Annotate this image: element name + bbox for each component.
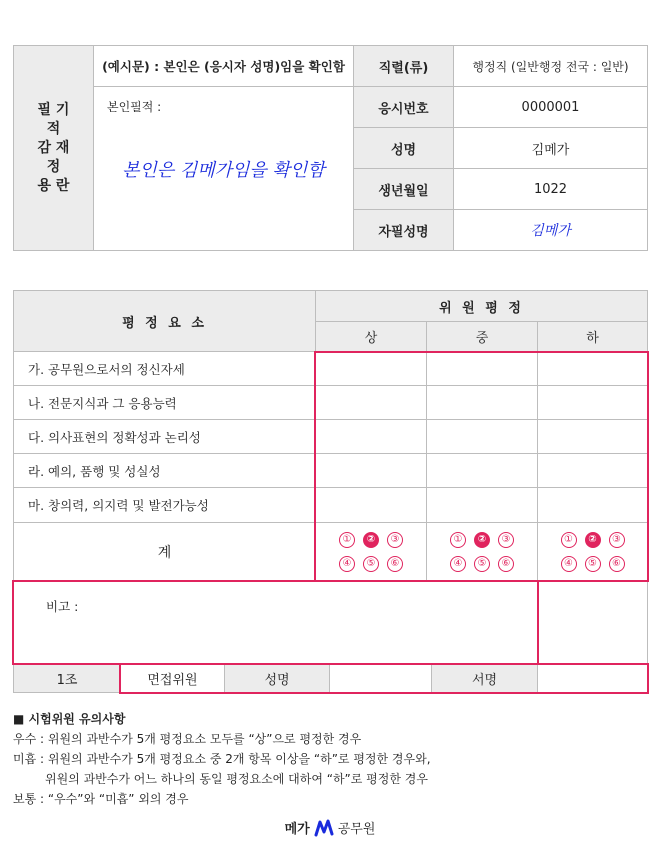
- brand-mark-icon: [314, 819, 334, 837]
- field-value-birth: 1022: [453, 168, 648, 210]
- eval-item: 라. 예의, 품행 및 성실성: [13, 453, 316, 488]
- eval-item: 다. 의사표현의 정확성과 논리성: [13, 419, 316, 454]
- field-label-exam-number: 응시번호: [353, 86, 454, 128]
- circle-2-selected[interactable]: ②: [585, 532, 601, 548]
- eval-item: 나. 전문지식과 그 응용능력: [13, 385, 316, 420]
- field-value-series: 행정직 (일반행정 전국 : 일반): [453, 45, 648, 87]
- footer-outline: [119, 663, 649, 694]
- circle-3[interactable]: ③: [609, 532, 625, 548]
- eval-item: 가. 공무원으로서의 정신자세: [13, 351, 316, 386]
- group-label: 1조: [13, 663, 121, 693]
- circle-4[interactable]: ④: [561, 556, 577, 572]
- handwriting-side-label: 필 기 적 감 재 정 용 란: [13, 45, 94, 251]
- sign-label: 서명: [431, 663, 538, 693]
- circle-6[interactable]: ⑥: [498, 556, 514, 572]
- field-label-name: 성명: [353, 127, 454, 169]
- circle-5[interactable]: ⑤: [585, 556, 601, 572]
- remark-label: 비고 :: [46, 599, 79, 614]
- note-line: 미흡 : 위원의 과반수가 5개 평정요소 중 2개 항목 이상을 “하”로 평정한 경우와,: [13, 752, 431, 766]
- remark-area-outline: [12, 580, 539, 665]
- eval-header-right: 위 원 평 정: [315, 290, 648, 322]
- grade-area-outline: [314, 351, 649, 582]
- circle-1[interactable]: ①: [339, 532, 355, 548]
- circle-6[interactable]: ⑥: [609, 556, 625, 572]
- circle-4[interactable]: ④: [339, 556, 355, 572]
- circle-6[interactable]: ⑥: [387, 556, 403, 572]
- eval-item: 마. 창의력, 의지력 및 발전가능성: [13, 487, 316, 523]
- remark-right-cell[interactable]: [537, 580, 648, 664]
- field-value-exam-number: 0000001: [453, 86, 648, 128]
- grade-header-low: 하: [537, 321, 648, 352]
- example-sentence: (예시문) : 본인은 (응시자 성명)임을 확인함: [93, 45, 354, 87]
- circle-1[interactable]: ①: [561, 532, 577, 548]
- field-value-name: 김메가: [453, 127, 648, 169]
- note-line: 우수 : 위원의 과반수가 5개 평정요소 모두를 “상”으로 평정한 경우: [13, 732, 362, 746]
- circle-5[interactable]: ⑤: [363, 556, 379, 572]
- name-label: 성명: [224, 663, 330, 693]
- handwriting-label: 본인필적 :: [107, 100, 162, 114]
- circle-2-selected[interactable]: ②: [474, 532, 490, 548]
- interviewer-label: 면접위원: [120, 663, 225, 693]
- eval-header-left: 평 정 요 소: [13, 290, 316, 352]
- circle-4[interactable]: ④: [450, 556, 466, 572]
- grade-header-high: 상: [315, 321, 427, 352]
- circle-2-selected[interactable]: ②: [363, 532, 379, 548]
- note-line: 보통 : “우수”와 “미흡” 외의 경우: [13, 792, 189, 806]
- notes: [13, 709, 643, 809]
- handwriting-text: 본인은 김메가임을 확인함: [122, 160, 325, 181]
- grade-header-mid: 중: [426, 321, 538, 352]
- notes-title: ■ 시험위원 유의사항: [13, 712, 126, 726]
- circle-3[interactable]: ③: [387, 532, 403, 548]
- field-value-signature: 김메가: [453, 209, 648, 251]
- brand-left: 메가: [284, 822, 310, 837]
- field-label-birth: 생년월일: [353, 168, 454, 210]
- circle-5[interactable]: ⑤: [474, 556, 490, 572]
- note-line: 위원의 과반수가 어느 하나의 동일 평정요소에 대하여 “하”로 평정한 경우: [45, 772, 428, 786]
- field-label-series: 직렬(류): [353, 45, 454, 87]
- brand-logo: [0, 818, 660, 837]
- total-label: 계: [13, 522, 316, 581]
- brand-right: 공무원: [337, 822, 376, 837]
- field-label-signature: 자필성명: [353, 209, 454, 251]
- circle-1[interactable]: ①: [450, 532, 466, 548]
- circle-3[interactable]: ③: [498, 532, 514, 548]
